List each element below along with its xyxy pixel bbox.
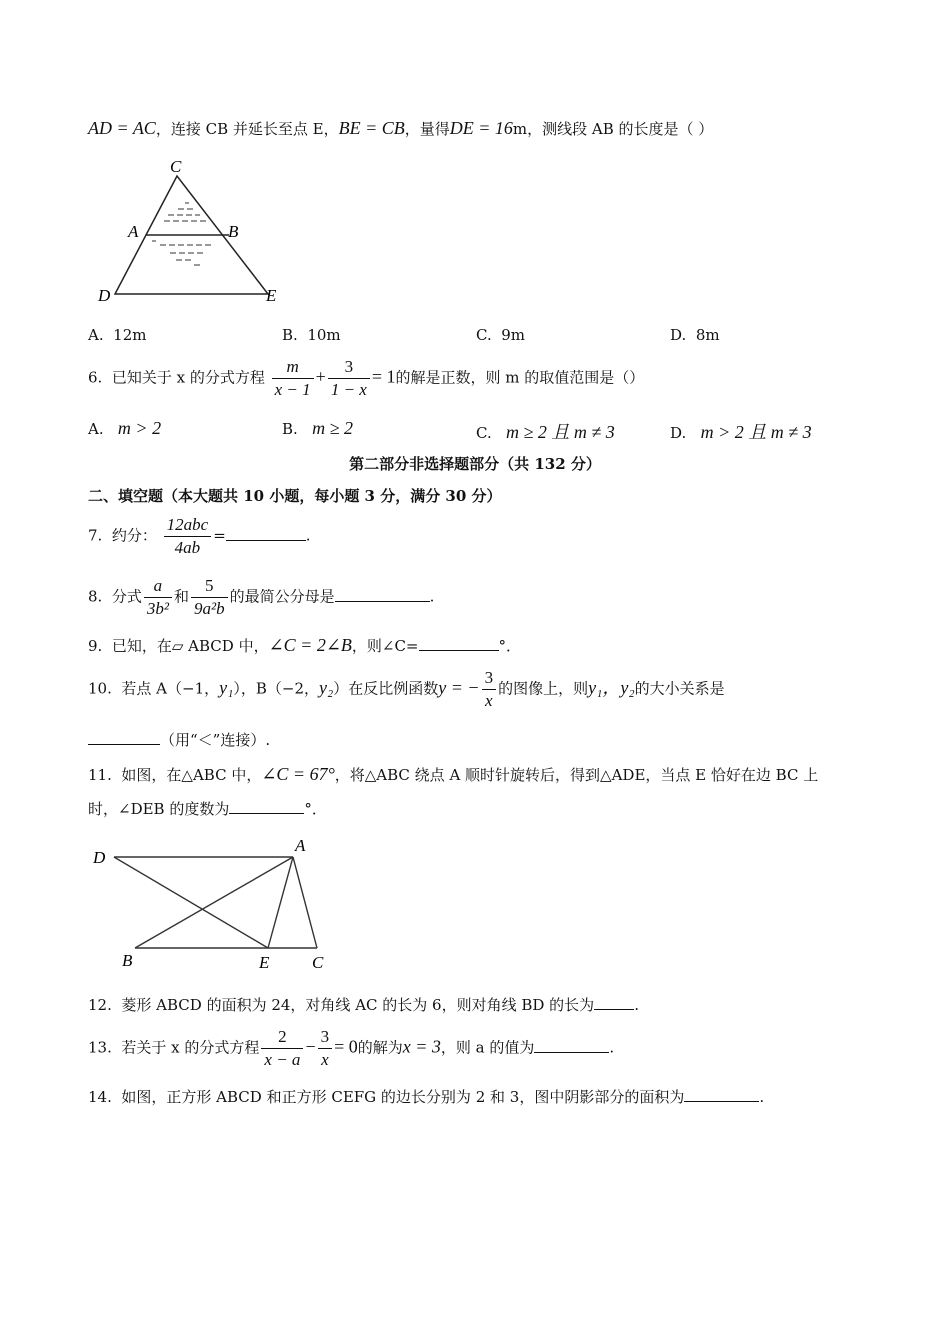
q5-option-d-text: 8m [695,326,720,344]
q13-question [88,1027,614,1070]
q6-option-d-letter: D. [670,424,687,442]
q8-question [88,576,434,619]
q13-minus: − [305,1036,316,1057]
q12-end: . [634,996,639,1014]
q6-option-b-letter: B. [282,420,298,438]
q14-number: 14. [88,1088,112,1106]
section2-title: 二、填空题（本大题共 10 小题，每小题 3 分，满分 30 分） [88,487,502,505]
q9-question [88,635,521,656]
q10-text4: 的图像上，则 [498,679,589,698]
q7-end: . [305,526,311,545]
q14-question [88,1086,764,1107]
q10-text5: y₁，y₂ [588,677,635,698]
q6-option-a [88,418,161,439]
q13-end: . [609,1038,615,1057]
q8-mid: 和 [173,587,189,606]
q10-y2: y₂ [319,677,334,698]
q5-label-a: A [128,222,139,241]
q7-equals: = [213,526,226,545]
q7-answer-blank[interactable] [226,526,306,541]
q5-option-d [670,326,720,344]
q5-water-hatch [152,203,211,265]
q5-option-c-letter: C. [476,326,492,344]
q8-answer-blank[interactable] [335,587,430,602]
q9-answer-blank[interactable] [419,636,499,651]
q10-answer-blank[interactable] [88,730,160,745]
q8-f2-num: 5 [191,576,228,598]
q11-label-d: D [93,848,106,867]
q6-text-before: 已知关于 x 的分式方程 [111,368,265,387]
q9-number: 9. [88,637,103,655]
q13-solution: x = 3 [402,1036,441,1057]
q8-end: . [429,587,435,606]
q13-number: 13. [88,1038,112,1057]
q14-end: . [759,1088,765,1106]
q8-number: 8. [88,587,103,606]
q11-label-b: B [122,951,133,970]
part2-title: 第二部分非选择题部分（共 132 分） [349,455,601,473]
q6-frac1-den: x − 1 [274,380,311,399]
q6-option-b [282,418,353,439]
q11-answer-blank[interactable] [229,799,304,814]
q10-fraction [482,668,497,711]
q5-option-b [282,326,341,344]
q7-text: 约分： [111,526,157,545]
q13-fraction-2 [318,1027,333,1070]
q12-answer-blank[interactable] [594,995,634,1010]
q5-label-c: C [170,157,182,176]
q11-segment-ab [135,857,293,948]
q11-label-a: A [295,836,306,855]
q14-answer-blank[interactable] [684,1087,759,1102]
q5-option-d-letter: D. [670,326,687,344]
q6-frac2-num: 3 [328,357,370,379]
q8-fraction-1 [144,576,172,619]
q5-option-c-text: 9m [501,326,526,344]
q13-f1-den: x − a [264,1050,301,1069]
q11-line2 [88,798,327,819]
q12-question [88,994,639,1015]
q5-option-a-letter: A. [88,326,104,344]
q11-line2b: °． [304,800,327,818]
q5-label-b: B [228,222,239,241]
q11-text2: ，将△ABC 绕点 A 顺时针旋转后，得到△ADE，当点 E 恰好在边 BC 上 [334,766,819,784]
q11-text1: 如图，在△ABC 中， [121,766,262,784]
q7-question [88,515,311,558]
q9-tail: ，则∠C= [351,637,419,655]
q8-fraction-2 [191,576,228,619]
q13-text3: ，则 a 的值为 [440,1038,535,1057]
q10-number: 10. [88,679,112,698]
q14-text: 如图，正方形 ABCD 和正方形 CEFG 的边长分别为 2 和 3，图中阴影部分的面积为 [121,1088,685,1106]
q10-text2: ），B（−2， [233,679,320,698]
q5-math-ad-ac: AD = AC [88,118,156,138]
q11-number: 11. [88,766,112,784]
q5-option-a-text: 12m [113,326,147,344]
q5-figure [90,155,290,305]
q10-func: y = − [438,677,480,698]
q6-option-c-text: m ≥ 2 且 m ≠ 3 [506,422,615,442]
q5-math-be-cb: BE = CB [338,118,405,138]
q13-text1: 若关于 x 的分式方程 [121,1038,260,1057]
q6-option-a-letter: A. [88,420,104,438]
q10-question [88,668,725,711]
q11-line2a: 时，∠DEB 的度数为 [88,800,230,818]
q12-text: 菱形 ABCD 的面积为 24，对角线 AC 的长为 6，则对角线 BD 的长为 [121,996,595,1014]
q7-num: 12abc [164,515,212,537]
q11-label-e: E [259,953,270,972]
q6-option-a-text: m > 2 [117,418,162,438]
q7-number: 7. [88,526,103,545]
q6-option-d-text: m > 2 且 m ≠ 3 [700,422,812,442]
q5-continuation [88,118,713,139]
q13-text2: 的解为 [357,1038,403,1057]
q13-equals: = 0 [334,1036,358,1057]
q11-math: ∠C = 67° [261,764,335,784]
q12-number: 12. [88,996,112,1014]
q6-option-c-letter: C. [476,424,492,442]
q8-text: 分式 [111,587,142,606]
q5-option-c [476,326,525,344]
q11-figure [88,835,338,975]
q6-fraction-1 [272,357,314,400]
q5-text-3: m，测线段 AB 的长度是（ ） [512,120,714,138]
q11-segment-ae [268,857,293,948]
q6-option-b-text: m ≥ 2 [312,418,353,438]
q9-math: ∠C = 2∠B [268,635,352,655]
q6-question [88,357,644,400]
q10-text3: ）在反比例函数 [333,679,439,698]
q10-text1: 若点 A（−1， [121,679,220,698]
q8-f2-den: 9a²b [194,599,225,618]
q13-f1-num: 2 [261,1027,303,1049]
q8-tail: 的最简公分母是 [229,587,335,606]
q10-f-den: x [485,691,493,710]
q11-segment-ac [293,857,317,948]
q6-number: 6. [88,368,103,387]
q9-end: °． [498,637,522,655]
q5-math-de: DE = 16 [449,118,513,138]
q5-label-d: D [98,286,111,305]
q5-label-e: E [266,286,277,305]
q6-equals: = 1 [371,366,396,387]
q5-text-2: ，量得 [404,120,450,138]
q6-fraction-2 [328,357,370,400]
q13-fraction-1 [261,1027,303,1070]
q6-frac1-num: m [272,357,314,379]
q10-line2 [88,729,270,750]
q8-f1-num: a [144,576,172,598]
q11-label-c: C [312,953,324,972]
q13-f2-den: x [321,1050,329,1069]
q5-option-b-letter: B. [282,326,298,344]
q13-answer-blank[interactable] [534,1038,609,1053]
q5-option-a [88,326,146,344]
q6-option-d [670,418,812,444]
q11-question [88,764,818,785]
q6-frac2-den: 1 − x [330,380,367,399]
q5-option-b-text: 10m [307,326,341,344]
q8-f1-den: 3b² [146,599,169,618]
q11-segment-de [114,857,268,948]
q7-fraction [164,515,212,558]
q10-line2-text: （用“＜”连接）. [160,731,271,749]
q5-text-1: ，连接 CB 并延长至点 E， [155,120,339,138]
q9-text: 已知，在▱ ABCD 中， [111,637,269,655]
q7-den: 4ab [174,538,201,557]
q10-f-num: 3 [482,668,497,690]
q10-y1: y₁ [219,677,234,698]
q13-f2-num: 3 [318,1027,333,1049]
q10-text6: 的大小关系是 [634,679,725,698]
q6-plus: + [315,366,326,387]
q6-text-after: 的解是正数，则 m 的取值范围是（） [395,368,645,387]
q6-option-c [476,418,615,444]
